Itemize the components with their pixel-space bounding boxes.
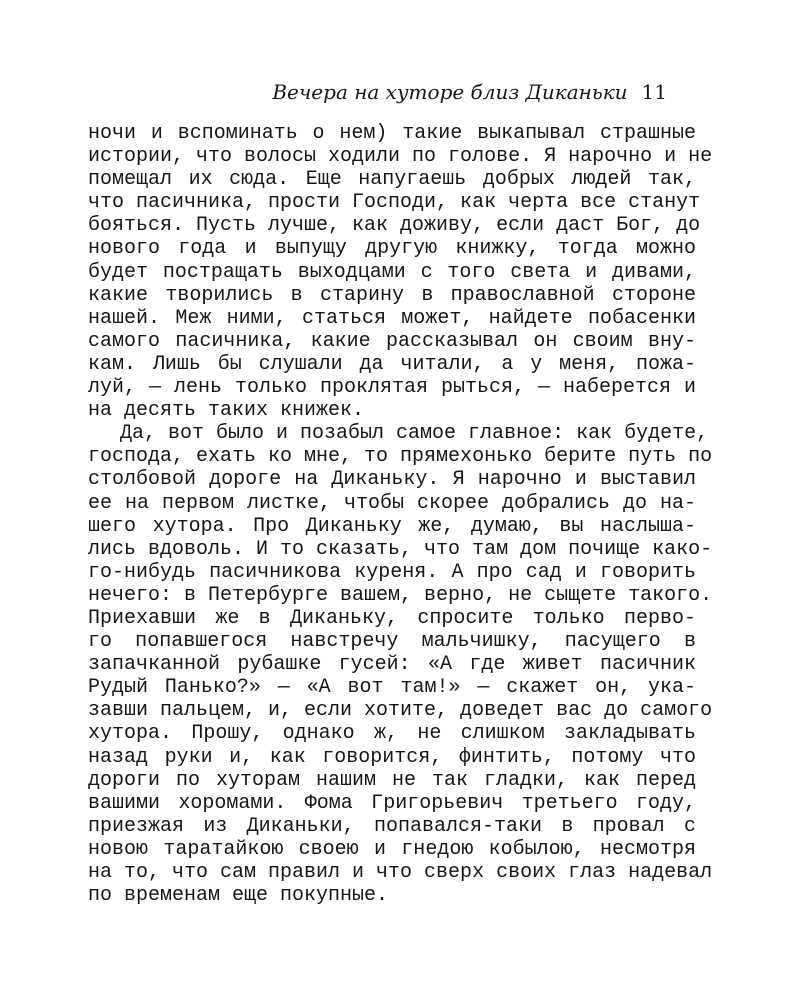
text-line: на то, что сам правил и что сверх своих глаз надевал bbox=[88, 861, 713, 884]
text-line: новою таратайкою своею и гнедою кобылою, несмотря bbox=[88, 837, 696, 861]
text-line: назад руки и, как говорится, финтить, потому что bbox=[88, 745, 696, 769]
text-line: по временам еще покупные. bbox=[88, 884, 389, 908]
text-line: какие творились в старину в православной стороне bbox=[88, 283, 696, 307]
text-line: го попавшегося навстречу мальчишку, пасущего в bbox=[88, 630, 696, 654]
text-line: приезжая из Диканьки, попавался-таки в провал с bbox=[88, 814, 696, 838]
text-line: помещал их сюда. Еще напугаешь добрых людей так, bbox=[88, 168, 696, 192]
text-line: самого пасичника, какие рассказывал он своим вну- bbox=[88, 329, 696, 353]
paragraph-2 bbox=[88, 422, 713, 908]
text-line: Рудый Панько?» — «А вот там!» — скажет он, ука- bbox=[88, 676, 696, 700]
running-head bbox=[272, 80, 667, 104]
page-number: 11 bbox=[641, 80, 667, 104]
text-line: запачканной рубашке гусей: «А где живет пасичник bbox=[88, 653, 696, 677]
text-line: столбовой дороге на Диканьку. Я нарочно и выставил bbox=[88, 468, 696, 492]
running-title: Вечера на хуторе близ Диканьки bbox=[272, 80, 628, 104]
text-line: го-нибудь пасичникова куреня. А про сад и говорить bbox=[88, 560, 696, 584]
text-line: истории, что волосы ходили по голове. Я нарочно и не bbox=[88, 145, 713, 169]
text-line: кам. Лишь бы слушали да читали, а у меня, пожа- bbox=[88, 352, 696, 376]
text-line: завши пальцем, и, если хотите, доведет вас до самого bbox=[88, 699, 713, 723]
paragraph-1 bbox=[88, 122, 713, 423]
text-line: хутора. Прошу, однако ж, не слишком закладывать bbox=[88, 722, 696, 746]
text-line: Приехавши же в Диканьку, спросите только перво- bbox=[88, 606, 696, 630]
body-text bbox=[88, 122, 713, 908]
text-line: лись вдоволь. И то сказать, что там дом почище како- bbox=[88, 537, 713, 561]
text-line: бояться. Пусть лучше, как доживу, если даст Бог, до bbox=[88, 214, 701, 238]
text-line: господа, ехать ко мне, то прямехонько берите путь по bbox=[88, 445, 713, 469]
text-line: что пасичника, прости Господи, как черта все станут bbox=[88, 191, 701, 215]
text-line: шего хутора. Про Диканьку же, думаю, вы наслыша- bbox=[88, 514, 696, 538]
text-line: Да, вот было и позабыл самое главное: как будете, bbox=[120, 422, 709, 446]
text-line: будет постращать выходцами с того света и дивами, bbox=[88, 260, 696, 284]
text-line: дороги по хуторам нашим не так гладки, как перед bbox=[88, 768, 696, 792]
text-line: луй, — лень только проклятая рыться, — наберется и bbox=[88, 376, 696, 400]
text-line: нечего: в Петербурге вашем, верно, не сыщете такого. bbox=[88, 583, 713, 607]
text-line: ночи и вспоминать о нем) такие выкапывал страшные bbox=[88, 122, 696, 145]
text-line: вашими хоромами. Фома Григорьевич третьего году, bbox=[88, 791, 696, 815]
text-line: нашей. Меж ними, статься может, найдете побасенки bbox=[88, 306, 696, 330]
text-line: ее на первом листке, чтобы скорее добрались до на- bbox=[88, 491, 696, 515]
text-line: нового года и выпущу другую книжку, тогда можно bbox=[88, 237, 696, 261]
text-line: на десять таких книжек. bbox=[88, 399, 365, 423]
